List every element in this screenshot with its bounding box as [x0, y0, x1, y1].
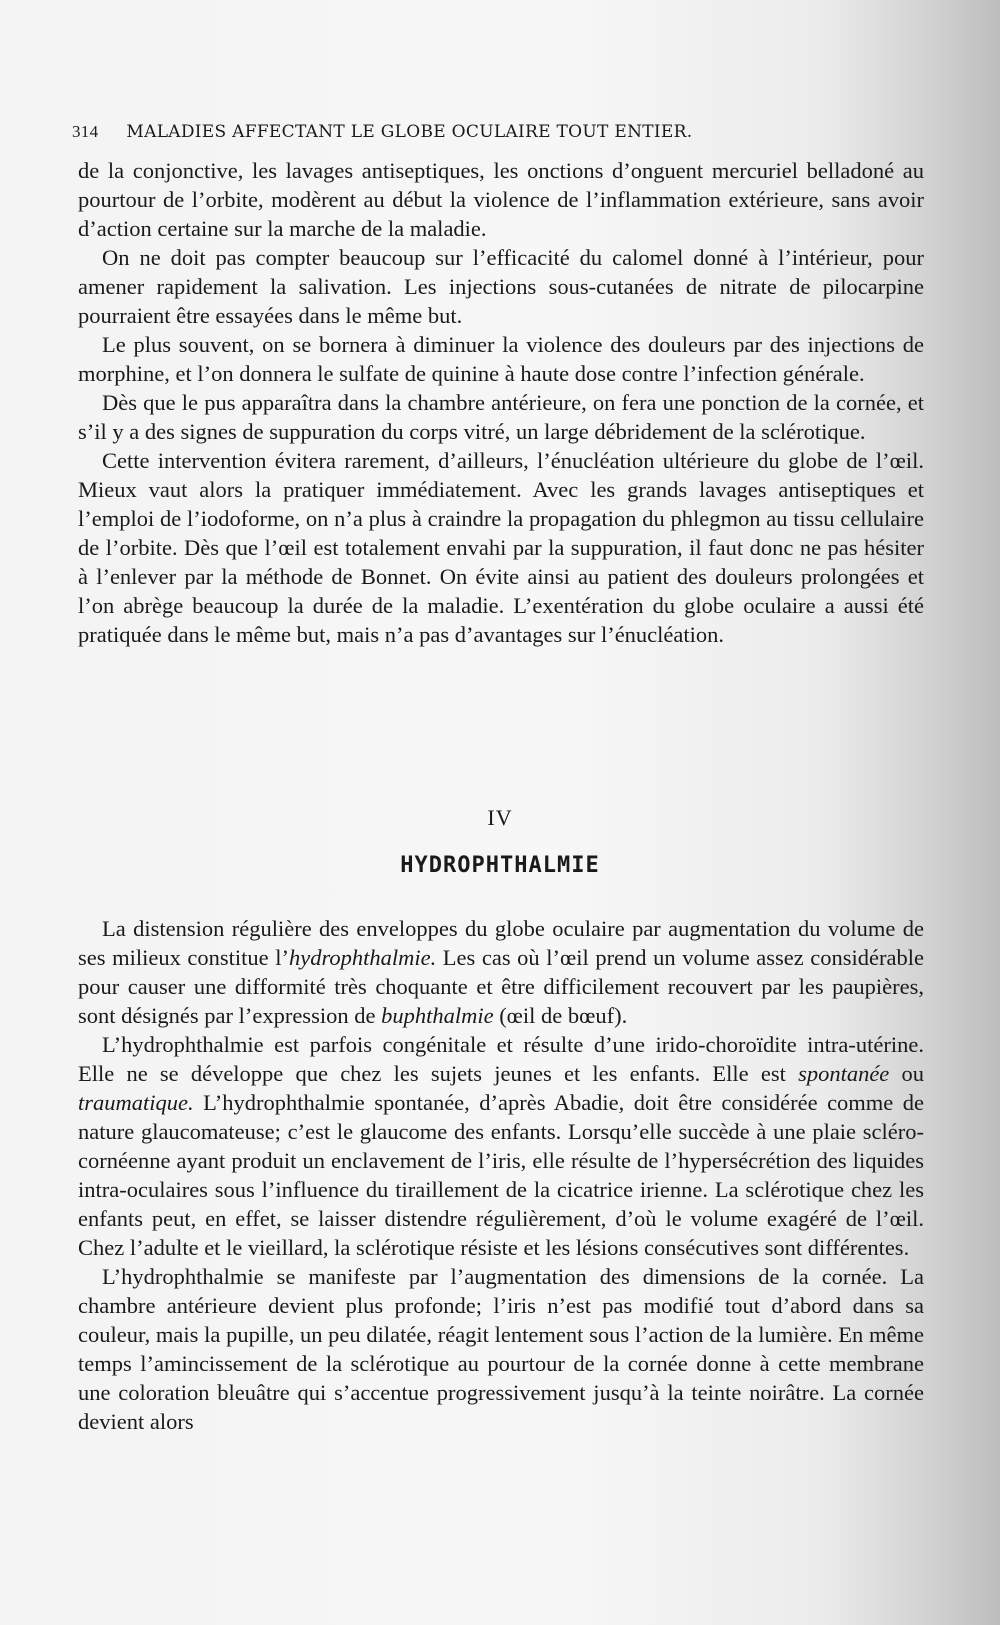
text-run: La distension régulière des enveloppes du globe oculaire par augmentation du volume de ses milieux constitue l’	[78, 916, 924, 970]
section-number: IV	[487, 805, 513, 830]
running-header	[72, 122, 832, 142]
italic-term: spontanée	[798, 1061, 890, 1086]
text-run: ou	[889, 1061, 925, 1086]
page-number: 314	[72, 122, 99, 141]
text-run: L’hydrophthalmie spontanée, d’après Abadie, doit être considérée comme de nature glaucomateuse; c’est le glaucome des enfants. Lorsqu’elle succède à une plaie scléro-cornéenne ayant produit un enclavement de l’iris, elle résulte de l’hypersécrétion des liquides intra-oculaires sous l’influence du tiraillement de la cicatrice irienne. La sclérotique chez les enfants peut, en effet, se laisser distendre régulièrement, d’où le volume exagéré de l’œil. Chez l’adulte et le vieillard, la sclérotique résiste et les lésions consécutives sont différentes.	[78, 1090, 924, 1260]
text-run: L’hydrophthalmie est parfois congénitale et résulte d’une irido-choroïdite intra-utérine. Elle ne se développe que chez les sujets jeunes et les enfants. Elle est	[78, 1032, 924, 1086]
body-text-top	[78, 156, 924, 649]
text-run: Les cas où l’œil prend un volume assez considérable pour causer une difformité très choquante et être difficilement recouvert par les paupières, sont désignés par l’expression de	[78, 945, 925, 1028]
italic-term: traumatique.	[78, 1090, 194, 1115]
italic-term: hydrophthalmie.	[288, 945, 437, 970]
paragraph: Dès que le pus apparaîtra dans la chambre antérieure, on fera une ponction de la cornée, et s’il y a des signes de suppuration du corps vitré, un large débridement de la sclérotique.	[78, 390, 924, 444]
paragraph: Le plus souvent, on se bornera à diminuer la violence des douleurs par des injections de morphine, et l’on donnera le sulfate de quinine à haute dose contre l’infection générale.	[78, 332, 924, 386]
body-text-section	[78, 914, 924, 1436]
italic-term: buphthalmie	[381, 1003, 494, 1028]
section-title: HYDROPHTHALMIE	[400, 853, 600, 878]
paragraph: Cette intervention évitera rarement, d’ailleurs, l’énucléation ultérieure du globe de l’œil. Mieux vaut alors la pratiquer immédiatement. Avec les grands lavages antiseptiques et l’emploi de l’iodoforme, on n’a plus à craindre la propagation du phlegmon au tissu cellulaire de l’orbite. Dès que l’œil est totalement envahi par la suppuration, il faut donc ne pas hésiter à l’enlever par la méthode de Bonnet. On évite ainsi au patient des douleurs prolongées et l’on abrège beaucoup la durée de la maladie. L’exentération du globe oculaire a aussi été pratiquée dans le même but, mais n’a pas d’avantages sur l’énucléation.	[78, 448, 924, 647]
paragraph: de la conjonctive, les lavages antiseptiques, les onctions d’onguent mercuriel belladoné au pourtour de l’orbite, modèrent au début la violence de l’inflammation extérieure, sans avoir d’action certaine sur la marche de la maladie.	[78, 158, 924, 241]
text-run: (œil de bœuf).	[493, 1003, 628, 1028]
paragraph: L’hydrophthalmie se manifeste par l’augmentation des dimensions de la cornée. La chambre antérieure devient plus profonde; l’iris n’est pas modifié tout d’abord dans sa couleur, mais la pupille, un peu dilatée, réagit lentement sous l’action de la lumière. En même temps l’amincissement de la sclérotique au pourtour de la cornée donne à cette membrane une coloration bleuâtre qui s’accentue progressivement jusqu’à la teinte noirâtre. La cornée devient alors	[78, 1264, 924, 1434]
running-title: MALADIES AFFECTANT LE GLOBE OCULAIRE TOUT ENTIER.	[126, 122, 693, 142]
paragraph: On ne doit pas compter beaucoup sur l’efficacité du calomel donné à l’intérieur, pour amener rapidement la salivation. Les injections sous-cutanées de nitrate de pilocarpine pourraient être essayées dans le même but.	[78, 245, 924, 328]
paragraph	[78, 914, 924, 1030]
paragraph	[78, 1030, 924, 1262]
